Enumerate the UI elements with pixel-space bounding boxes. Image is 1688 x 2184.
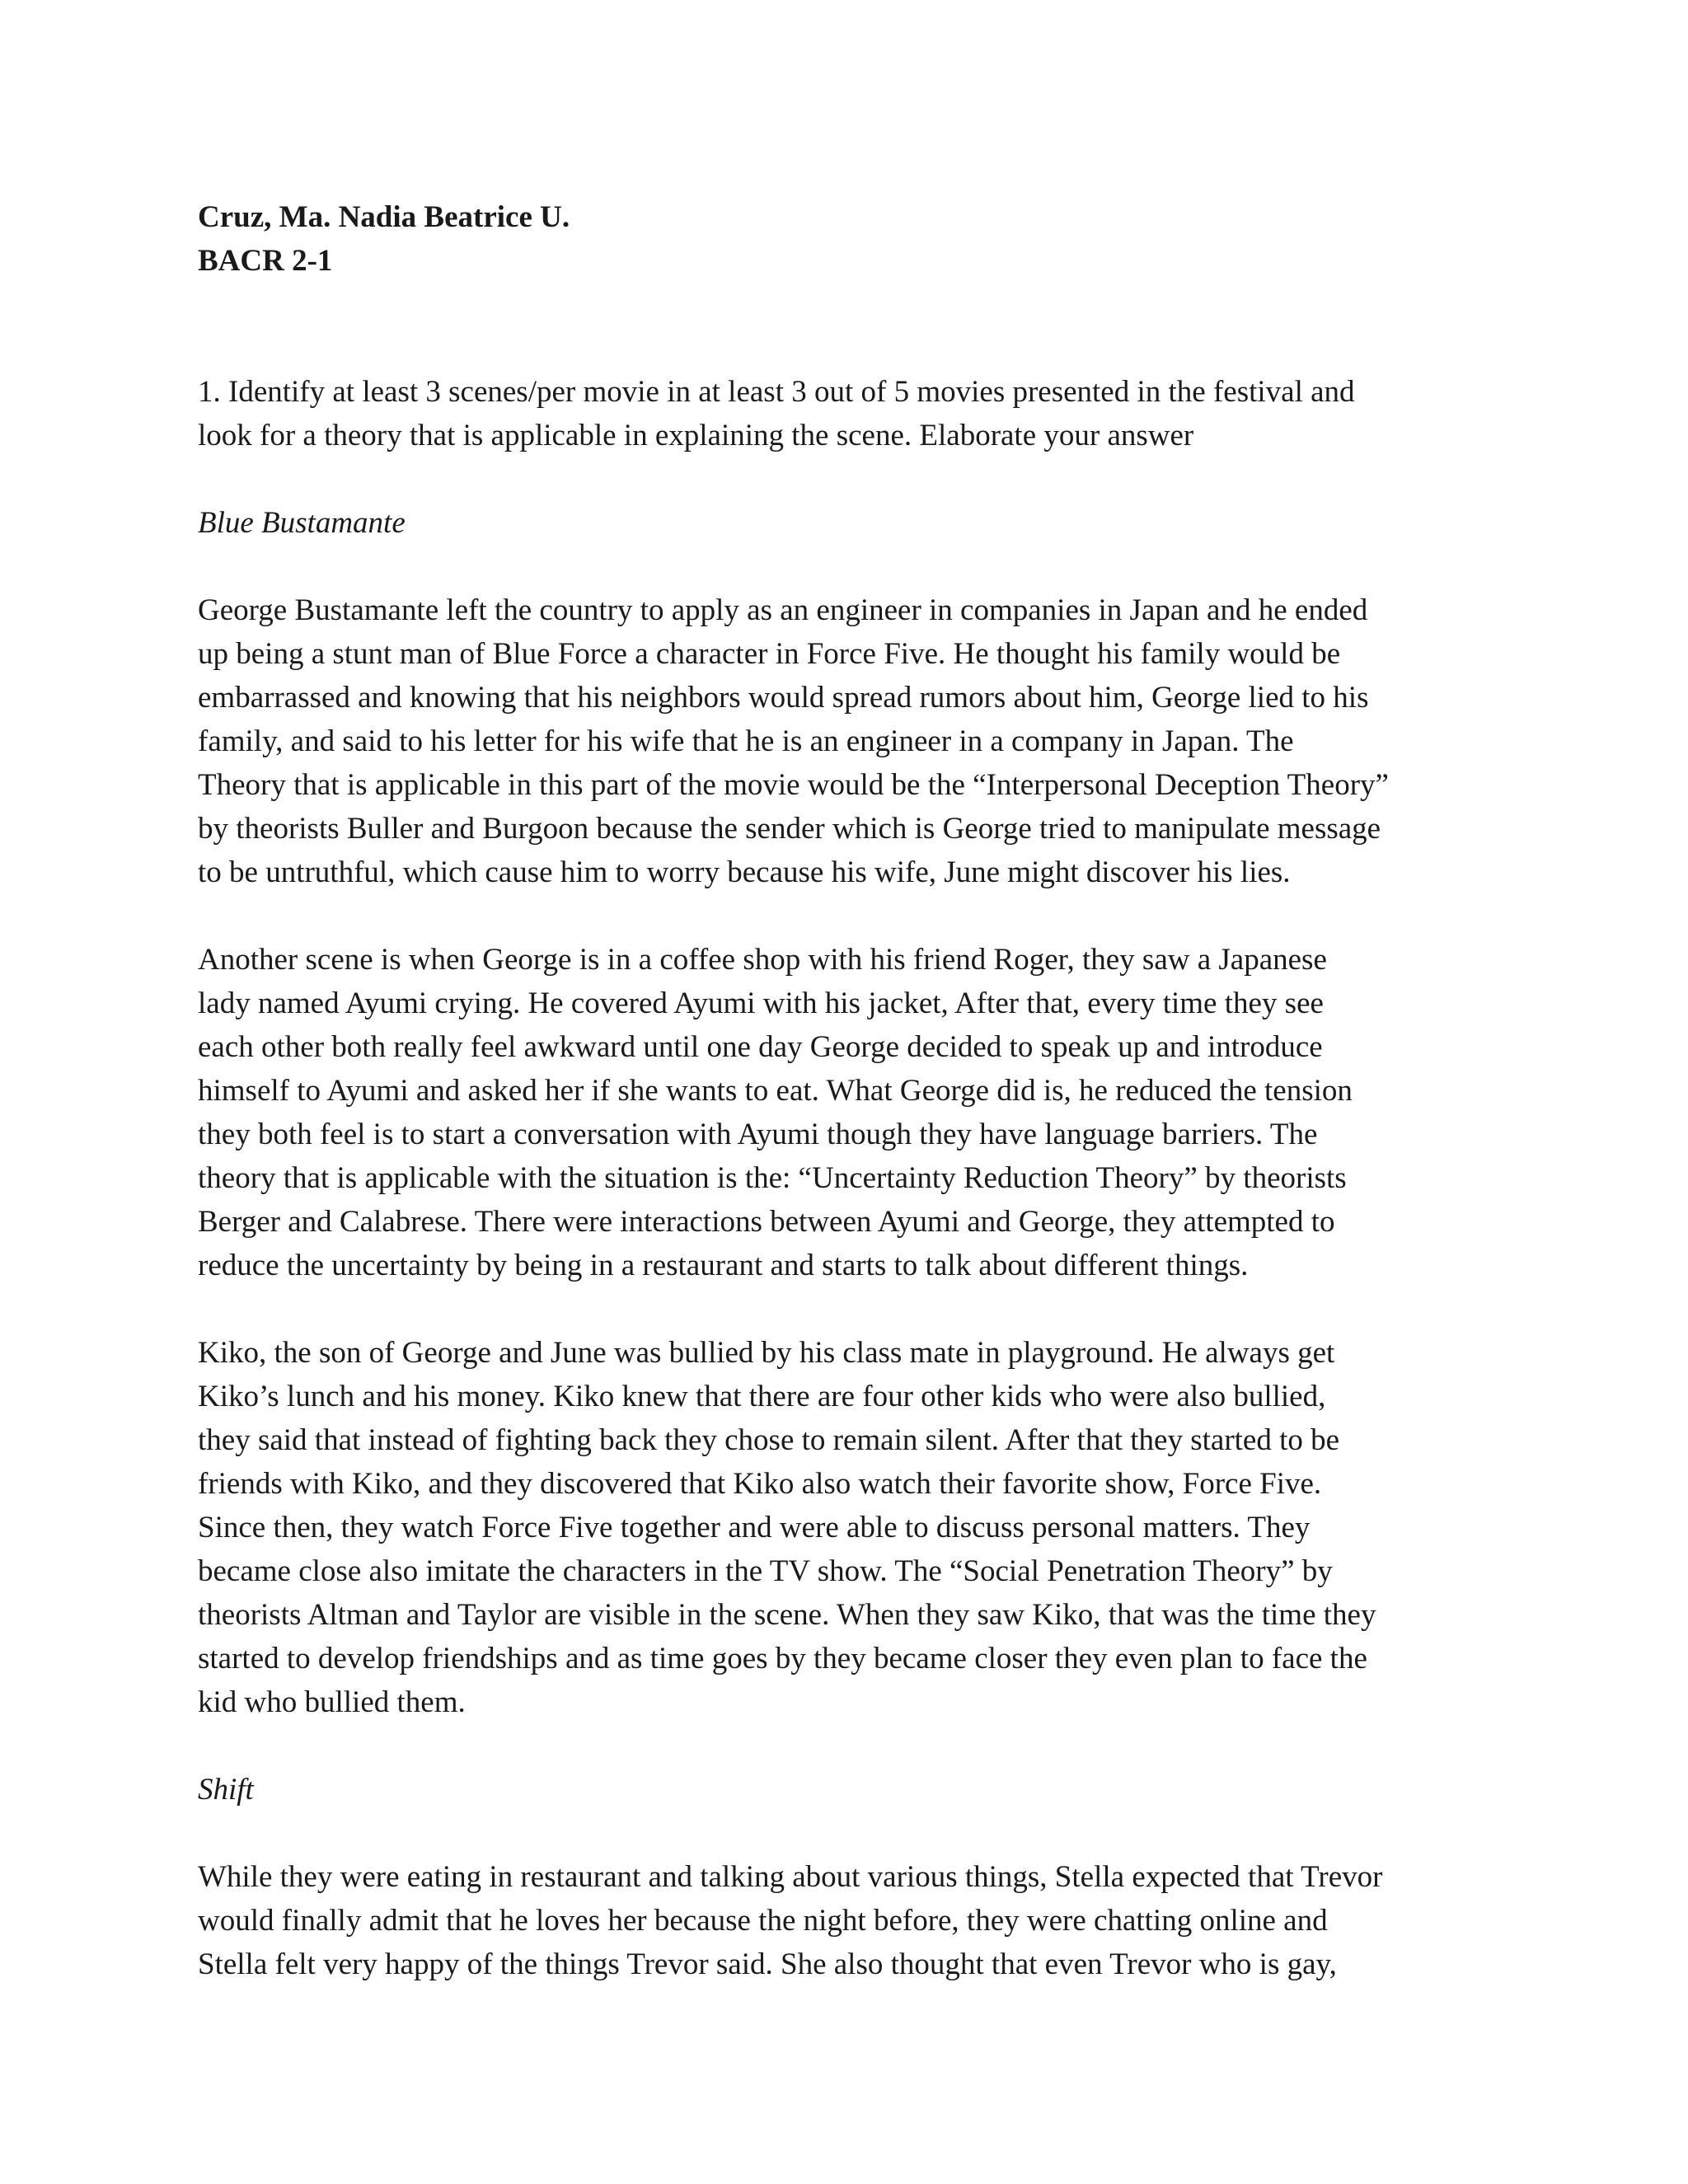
- paragraph-blue-bustamante-3: [198, 1331, 1533, 1724]
- student-name: Cruz, Ma. Nadia Beatrice U.: [198, 200, 570, 234]
- spacer: [198, 1287, 1533, 1331]
- paragraph-line: would finally admit that he loves her because the night before, they were chatting online and: [198, 1904, 1328, 1938]
- paragraph-line: kid who bullied them.: [198, 1685, 466, 1719]
- paragraph-line: each other both really feel awkward until one day George decided to speak up and introduce: [198, 1030, 1323, 1064]
- movie-title-shift: Shift: [198, 1773, 254, 1807]
- paragraph-line: became close also imitate the characters in the TV show. The “Social Penetration Theory” by: [198, 1554, 1333, 1588]
- question-paragraph: [198, 370, 1533, 457]
- paragraph-blue-bustamante-2: [198, 938, 1533, 1287]
- paragraph-line: embarrassed and knowing that his neighbors would spread rumors about him, George lied to his: [198, 681, 1369, 715]
- paragraph-line: they both feel is to start a conversation with Ayumi though they have language barriers. The: [198, 1118, 1318, 1151]
- paragraph-shift-1: [198, 1855, 1533, 1986]
- paragraph-blue-bustamante-1: [198, 588, 1533, 894]
- paragraph-line: theory that is applicable with the situation is the: “Uncertainty Reduction Theory” by theorists: [198, 1161, 1347, 1195]
- spacer: [198, 457, 1533, 501]
- paragraph-line: friends with Kiko, and they discovered that Kiko also watch their favorite show, Force Five.: [198, 1467, 1322, 1501]
- question-line: look for a theory that is applicable in explaining the scene. Elaborate your answer: [198, 419, 1194, 452]
- spacer: [198, 1724, 1533, 1768]
- paragraph-line: reduce the uncertainty by being in a restaurant and starts to talk about different things.: [198, 1249, 1249, 1282]
- document-body: [198, 195, 1533, 1986]
- paragraph-line: Berger and Calabrese. There were interactions between Ayumi and George, they attempted to: [198, 1205, 1335, 1239]
- paragraph-line: they said that instead of fighting back they chose to remain silent. After that they started to be: [198, 1423, 1340, 1457]
- paragraph-line: lady named Ayumi crying. He covered Ayumi with his jacket, After that, every time they see: [198, 987, 1324, 1020]
- question-line: 1. Identify at least 3 scenes/per movie in at least 3 out of 5 movies presented in the festival and: [198, 375, 1355, 409]
- paragraph-line: Theory that is applicable in this part of the movie would be the “Interpersonal Deception Theory”: [198, 768, 1389, 802]
- paragraph-line: started to develop friendships and as time goes by they became closer they even plan to face the: [198, 1642, 1367, 1675]
- paragraph-line: himself to Ayumi and asked her if she wants to eat. What George did is, he reduced the tension: [198, 1074, 1353, 1108]
- paragraph-line: up being a stunt man of Blue Force a character in Force Five. He thought his family would be: [198, 637, 1341, 671]
- paragraph-line: Another scene is when George is in a coffee shop with his friend Roger, they saw a Japanese: [198, 943, 1327, 977]
- paragraph-line: Stella felt very happy of the things Trevor said. She also thought that even Trevor who is gay,: [198, 1947, 1337, 1981]
- spacer: [198, 894, 1533, 938]
- spacer: [198, 1811, 1533, 1855]
- movie-title-blue-bustamante: Blue Bustamante: [198, 506, 406, 540]
- spacer: [198, 283, 1533, 370]
- paragraph-line: Since then, they watch Force Five together and were able to discuss personal matters. They: [198, 1511, 1311, 1544]
- paragraph-line: theorists Altman and Taylor are visible in the scene. When they saw Kiko, that was the time they: [198, 1598, 1376, 1632]
- student-section: BACR 2-1: [198, 244, 333, 278]
- paragraph-line: to be untruthful, which cause him to worry because his wife, June might discover his lies.: [198, 855, 1291, 889]
- paragraph-line: by theorists Buller and Burgoon because the sender which is George tried to manipulate message: [198, 812, 1381, 846]
- spacer: [198, 545, 1533, 588]
- paragraph-line: Kiko, the son of George and June was bullied by his class mate in playground. He always get: [198, 1336, 1335, 1370]
- paragraph-line: While they were eating in restaurant and talking about various things, Stella expected that Trevor: [198, 1860, 1383, 1894]
- paragraph-line: Kiko’s lunch and his money. Kiko knew that there are four other kids who were also bullied,: [198, 1380, 1326, 1413]
- paragraph-line: family, and said to his letter for his wife that he is an engineer in a company in Japan. The: [198, 724, 1294, 758]
- paragraph-line: George Bustamante left the country to apply as an engineer in companies in Japan and he ended: [198, 593, 1368, 627]
